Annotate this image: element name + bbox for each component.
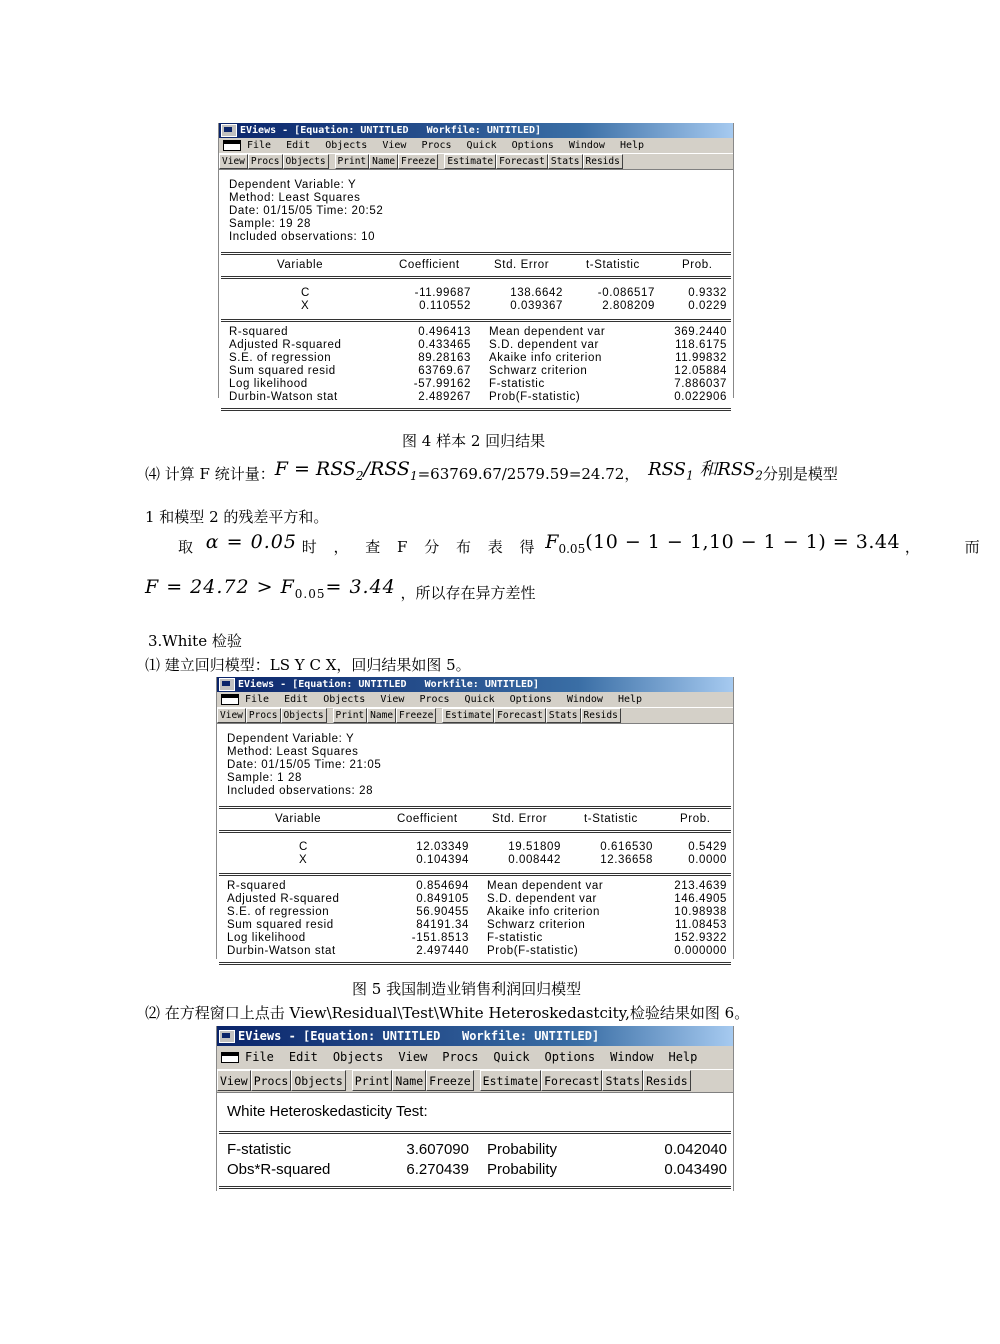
stats-row	[219, 326, 733, 339]
menu-bar	[217, 692, 733, 708]
cell-variable: X	[301, 300, 310, 312]
cell-prob: 0.0000	[688, 854, 727, 866]
equation-toolbar	[217, 708, 733, 724]
cell-std-error: 0.008442	[508, 854, 561, 866]
menu-options[interactable]: Options	[511, 140, 554, 151]
stat-label: Akaike info criterion	[487, 906, 600, 918]
menu-bar	[217, 1046, 733, 1070]
col-variable: Variable	[277, 259, 324, 271]
rss-pair: $RSS_1$ 和$RSS_2$	[648, 459, 763, 483]
estimate-button[interactable]: Estimate	[444, 154, 496, 169]
stats-row	[217, 945, 733, 958]
objects-button[interactable]: Objects	[291, 1070, 345, 1091]
stat-label: Obs*R-squared	[227, 1161, 331, 1178]
stat-label: Prob(F-statistic)	[487, 945, 579, 957]
col-prob: Prob.	[682, 259, 713, 271]
cell-coefficient: 0.104394	[416, 854, 469, 866]
menu-edit[interactable]: Edit	[288, 1050, 318, 1064]
regression-output	[219, 170, 733, 411]
stat-value: 56.90455	[416, 906, 469, 918]
cell-t-statistic: 12.36658	[600, 854, 653, 866]
cell-variable: X	[299, 854, 308, 866]
objects-button[interactable]: Objects	[283, 154, 329, 169]
stat-value: 11.99832	[675, 352, 727, 364]
col-coefficient: Coefficient	[397, 813, 458, 825]
stat-value: 84191.34	[416, 919, 469, 931]
col-t-statistic: t-Statistic	[584, 813, 638, 825]
stat-value: 7.886037	[674, 378, 727, 390]
print-button[interactable]: Print	[333, 708, 368, 723]
stat-value: 146.4905	[674, 893, 727, 905]
menu-file[interactable]: File	[247, 140, 272, 151]
f-compare: $F = 24.72 > F_{0.05}= 3.44$	[145, 576, 396, 601]
cell-t-statistic: 2.808209	[602, 300, 655, 312]
figure-4-caption: 图 4 样本 2 回归结果	[402, 432, 546, 450]
stat-value: 118.6175	[675, 339, 727, 351]
menu-help[interactable]: Help	[668, 1050, 698, 1064]
stat-value: 0.042040	[664, 1141, 727, 1158]
resids-button[interactable]: Resids	[643, 1070, 691, 1091]
title-bar	[217, 677, 733, 692]
cell-std-error: 19.51809	[508, 841, 561, 853]
col-std-error: Std. Error	[492, 813, 548, 825]
stat-value: 12.05884	[674, 365, 727, 377]
alpha-line: 取 α = 0.05 时 ， 查 F 分 布 表 得 $F_{0.05}(10 - 1 - 1,10 - 1 - 1) = 3.44$ ， 而	[178, 531, 1000, 556]
stat-label: Log likelihood	[227, 932, 306, 944]
stat-value: 2.497440	[416, 945, 469, 957]
menu-view[interactable]: View	[398, 1050, 428, 1064]
stat-label: Mean dependent var	[487, 880, 604, 892]
stat-label: Log likelihood	[229, 378, 308, 390]
menu-objects[interactable]: Objects	[332, 1050, 384, 1064]
menu-objects[interactable]: Objects	[323, 694, 366, 705]
stats-row	[217, 932, 733, 945]
window-menu-icon[interactable]	[221, 1052, 239, 1063]
menu-quick[interactable]: Quick	[466, 140, 497, 151]
stat-value: 0.433465	[418, 339, 471, 351]
freeze-button[interactable]: Freeze	[426, 1070, 474, 1091]
stats-row	[219, 378, 733, 391]
dependent-variable: Dependent Variable: Y	[229, 179, 357, 191]
view-button[interactable]: View	[217, 1070, 251, 1091]
eviews-window-fig4	[218, 123, 734, 403]
view-button[interactable]: View	[219, 154, 248, 169]
stats-row	[217, 880, 733, 893]
date-time: Date: 01/15/05 Time: 21:05	[227, 759, 382, 771]
stat-value: 11.08453	[675, 919, 727, 931]
output-header	[219, 170, 733, 244]
column-headers	[219, 259, 733, 272]
stat-label: Akaike info criterion	[489, 352, 602, 364]
stat-label: Durbin-Watson stat	[229, 391, 338, 403]
stat-value: 2.489267	[418, 391, 471, 403]
stat-value: 0.043490	[664, 1161, 727, 1178]
method: Method: Least Squares	[229, 192, 361, 204]
sample: Sample: 1 28	[227, 772, 302, 784]
stat-value: 0.849105	[416, 893, 469, 905]
title-bar	[219, 123, 733, 138]
cell-prob: 0.5429	[688, 841, 727, 853]
menu-window[interactable]: Window	[566, 694, 603, 705]
stats-row	[217, 1140, 733, 1160]
stats-button[interactable]: Stats	[548, 154, 583, 169]
stat-value: 89.28163	[418, 352, 471, 364]
name-button[interactable]: Name	[367, 708, 396, 723]
regression-output	[217, 724, 733, 965]
table-row	[217, 854, 733, 867]
eviews-app-icon	[219, 1030, 235, 1043]
divider	[221, 408, 731, 411]
method: Method: Least Squares	[227, 746, 359, 758]
table-row	[219, 300, 733, 313]
procs-button[interactable]: Procs	[251, 1070, 292, 1091]
menu-quick[interactable]: Quick	[464, 694, 495, 705]
forecast-button[interactable]: Forecast	[496, 154, 548, 169]
f-value: =63769.67/2579.59=24.72，	[417, 465, 640, 483]
freeze-button[interactable]: Freeze	[398, 154, 438, 169]
cell-prob: 0.0229	[688, 300, 727, 312]
stat-label: S.D. dependent var	[489, 339, 599, 351]
white-test-title: White Heteroskedasticity Test:	[227, 1103, 428, 1120]
window-menu-icon[interactable]	[221, 694, 239, 705]
menu-edit[interactable]: Edit	[286, 140, 311, 151]
stat-value: -151.8513	[411, 932, 469, 944]
dependent-variable: Dependent Variable: Y	[227, 733, 355, 745]
white-test-output	[217, 1093, 733, 1189]
menu-view[interactable]: View	[380, 694, 405, 705]
eviews-window-fig6	[216, 1026, 734, 1191]
figure-5-caption: 图 5 我国制造业销售利润回归模型	[352, 980, 582, 998]
stats-button[interactable]: Stats	[602, 1070, 643, 1091]
name-button[interactable]: Name	[369, 154, 398, 169]
white-test-heading: 3.White 检验	[148, 632, 242, 650]
forecast-button[interactable]: Forecast	[494, 708, 546, 723]
col-t-statistic: t-Statistic	[586, 259, 640, 271]
stat-value: -57.99162	[413, 378, 471, 390]
procs-button[interactable]: Procs	[248, 154, 283, 169]
stat-value: 6.270439	[406, 1161, 469, 1178]
window-menu-icon[interactable]	[223, 140, 241, 151]
stats-row	[219, 365, 733, 378]
menu-objects[interactable]: Objects	[325, 140, 368, 151]
stat-value: 0.496413	[418, 326, 471, 338]
title-bar	[217, 1026, 733, 1046]
stat-label: S.D. dependent var	[487, 893, 597, 905]
stat-label: Sum squared resid	[229, 365, 336, 377]
cell-t-statistic: 0.616530	[600, 841, 653, 853]
f-formula: $F = RSS_2/RSS_1$	[274, 458, 418, 483]
cell-t-statistic: -0.086517	[597, 287, 655, 299]
window-title: EViews - [Equation: UNTITLED Workfile: UNTITLED]	[240, 125, 542, 136]
divider	[219, 962, 731, 965]
date-time: Date: 01/15/05 Time: 20:52	[229, 205, 384, 217]
forecast-button[interactable]: Forecast	[541, 1070, 602, 1091]
white-step1: ⑴ 建立回归模型：LS Y C X，回归结果如图 5。	[145, 656, 471, 674]
stat-label: Schwarz criterion	[489, 365, 588, 377]
stat-label: F-statistic	[487, 932, 543, 944]
table-row	[217, 841, 733, 854]
menu-options[interactable]: Options	[509, 694, 552, 705]
resids-button[interactable]: Resids	[583, 154, 623, 169]
menu-view[interactable]: View	[382, 140, 407, 151]
line-model-residuals: 1 和模型 2 的残差平方和。	[145, 508, 329, 526]
stat-value: 152.9322	[674, 932, 727, 944]
stat-value: 0.854694	[416, 880, 469, 892]
stat-label: Probability	[487, 1161, 558, 1178]
procs-button[interactable]: Procs	[246, 708, 281, 723]
observations: Included observations: 28	[227, 785, 374, 797]
col-std-error: Std. Error	[494, 259, 550, 271]
divider	[219, 1186, 731, 1189]
stats-row	[219, 391, 733, 404]
cell-std-error: 138.6642	[510, 287, 563, 299]
stat-value: 10.98938	[674, 906, 727, 918]
conclusion-line: $F = 24.72 > F_{0.05}= 3.44$ ，所以存在异方差性	[145, 576, 536, 602]
cell-prob: 0.9332	[688, 287, 727, 299]
stats-row	[217, 919, 733, 932]
f-critical: $F_{0.05}(10 - 1 - 1,10 - 1 - 1) = 3.44$	[545, 531, 901, 556]
cell-std-error: 0.039367	[510, 300, 563, 312]
table-row	[219, 287, 733, 300]
observations: Included observations: 10	[229, 231, 376, 243]
col-prob: Prob.	[680, 813, 711, 825]
stats-row	[219, 352, 733, 365]
stat-label: R-squared	[227, 880, 287, 892]
stat-label: Adjusted R-squared	[227, 893, 340, 905]
stats-row	[217, 1160, 733, 1180]
stat-label: Durbin-Watson stat	[227, 945, 336, 957]
menu-options[interactable]: Options	[544, 1050, 596, 1064]
menu-help[interactable]: Help	[619, 140, 645, 151]
window-title: EViews - [Equation: UNTITLED Workfile: UNTITLED]	[238, 1029, 600, 1043]
sample: Sample: 19 28	[229, 218, 311, 230]
stat-label: Probability	[487, 1141, 558, 1158]
estimate-button[interactable]: Estimate	[480, 1070, 541, 1091]
alpha-value: α = 0.05	[205, 531, 297, 553]
stat-value: 0.022906	[674, 391, 727, 403]
stat-label: F-statistic	[227, 1141, 292, 1158]
column-headers	[217, 813, 733, 826]
stat-value: 0.000000	[674, 945, 727, 957]
menu-file[interactable]: File	[245, 694, 270, 705]
menu-procs[interactable]: Procs	[421, 140, 452, 151]
name-button[interactable]: Name	[392, 1070, 426, 1091]
menu-help[interactable]: Help	[617, 694, 643, 705]
resids-button[interactable]: Resids	[581, 708, 621, 723]
cell-variable: C	[301, 287, 310, 299]
menu-procs[interactable]: Procs	[419, 694, 450, 705]
window-title: EViews - [Equation: UNTITLED Workfile: UNTITLED]	[238, 679, 540, 690]
print-button[interactable]: Print	[335, 154, 370, 169]
stat-label: Schwarz criterion	[487, 919, 586, 931]
equation-toolbar	[219, 154, 733, 170]
col-variable: Variable	[275, 813, 322, 825]
stat-label: Mean dependent var	[489, 326, 606, 338]
view-button[interactable]: View	[217, 708, 246, 723]
menu-procs[interactable]: Procs	[442, 1050, 479, 1064]
objects-button[interactable]: Objects	[281, 708, 327, 723]
col-coefficient: Coefficient	[399, 259, 460, 271]
stat-label: S.E. of regression	[229, 352, 332, 364]
stat-label: F-statistic	[489, 378, 545, 390]
print-button[interactable]: Print	[352, 1070, 393, 1091]
cell-variable: C	[299, 841, 308, 853]
stats-row	[219, 339, 733, 352]
stat-label: Sum squared resid	[227, 919, 334, 931]
stat-value: 63769.67	[418, 365, 471, 377]
stat-value: 213.4639	[674, 880, 727, 892]
stats-row	[217, 893, 733, 906]
freeze-button[interactable]: Freeze	[396, 708, 436, 723]
stat-value: 3.607090	[406, 1141, 469, 1158]
stat-label: S.E. of regression	[227, 906, 330, 918]
rss-suffix: 分别是模型	[762, 465, 838, 483]
menu-file[interactable]: File	[245, 1050, 274, 1064]
equation-toolbar	[217, 1070, 733, 1093]
cell-coefficient: 12.03349	[416, 841, 469, 853]
menu-window[interactable]: Window	[610, 1050, 654, 1064]
step4-prefix: ⑷ 计算 F 统计量：	[145, 465, 275, 483]
stats-button[interactable]: Stats	[546, 708, 581, 723]
eviews-app-icon	[221, 124, 237, 137]
stat-value: 369.2440	[674, 326, 727, 338]
stats-row	[217, 906, 733, 919]
output-header	[217, 724, 733, 798]
stat-label: Adjusted R-squared	[229, 339, 342, 351]
cell-coefficient: 0.110552	[419, 300, 471, 312]
menu-edit[interactable]: Edit	[284, 694, 309, 705]
stat-label: Prob(F-statistic)	[489, 391, 581, 403]
white-step2: ⑵ 在方程窗口上点击 View\Residual\Test\White Heteroskedastcity,检验结果如图 6。	[145, 1004, 750, 1022]
menu-quick[interactable]: Quick	[493, 1050, 530, 1064]
eviews-window-fig5	[216, 677, 734, 959]
stat-label: R-squared	[229, 326, 289, 338]
cell-coefficient: -11.99687	[414, 287, 471, 299]
step4-line	[145, 460, 838, 486]
menu-bar	[219, 138, 733, 154]
estimate-button[interactable]: Estimate	[442, 708, 494, 723]
eviews-app-icon	[219, 678, 235, 691]
menu-window[interactable]: Window	[568, 140, 605, 151]
